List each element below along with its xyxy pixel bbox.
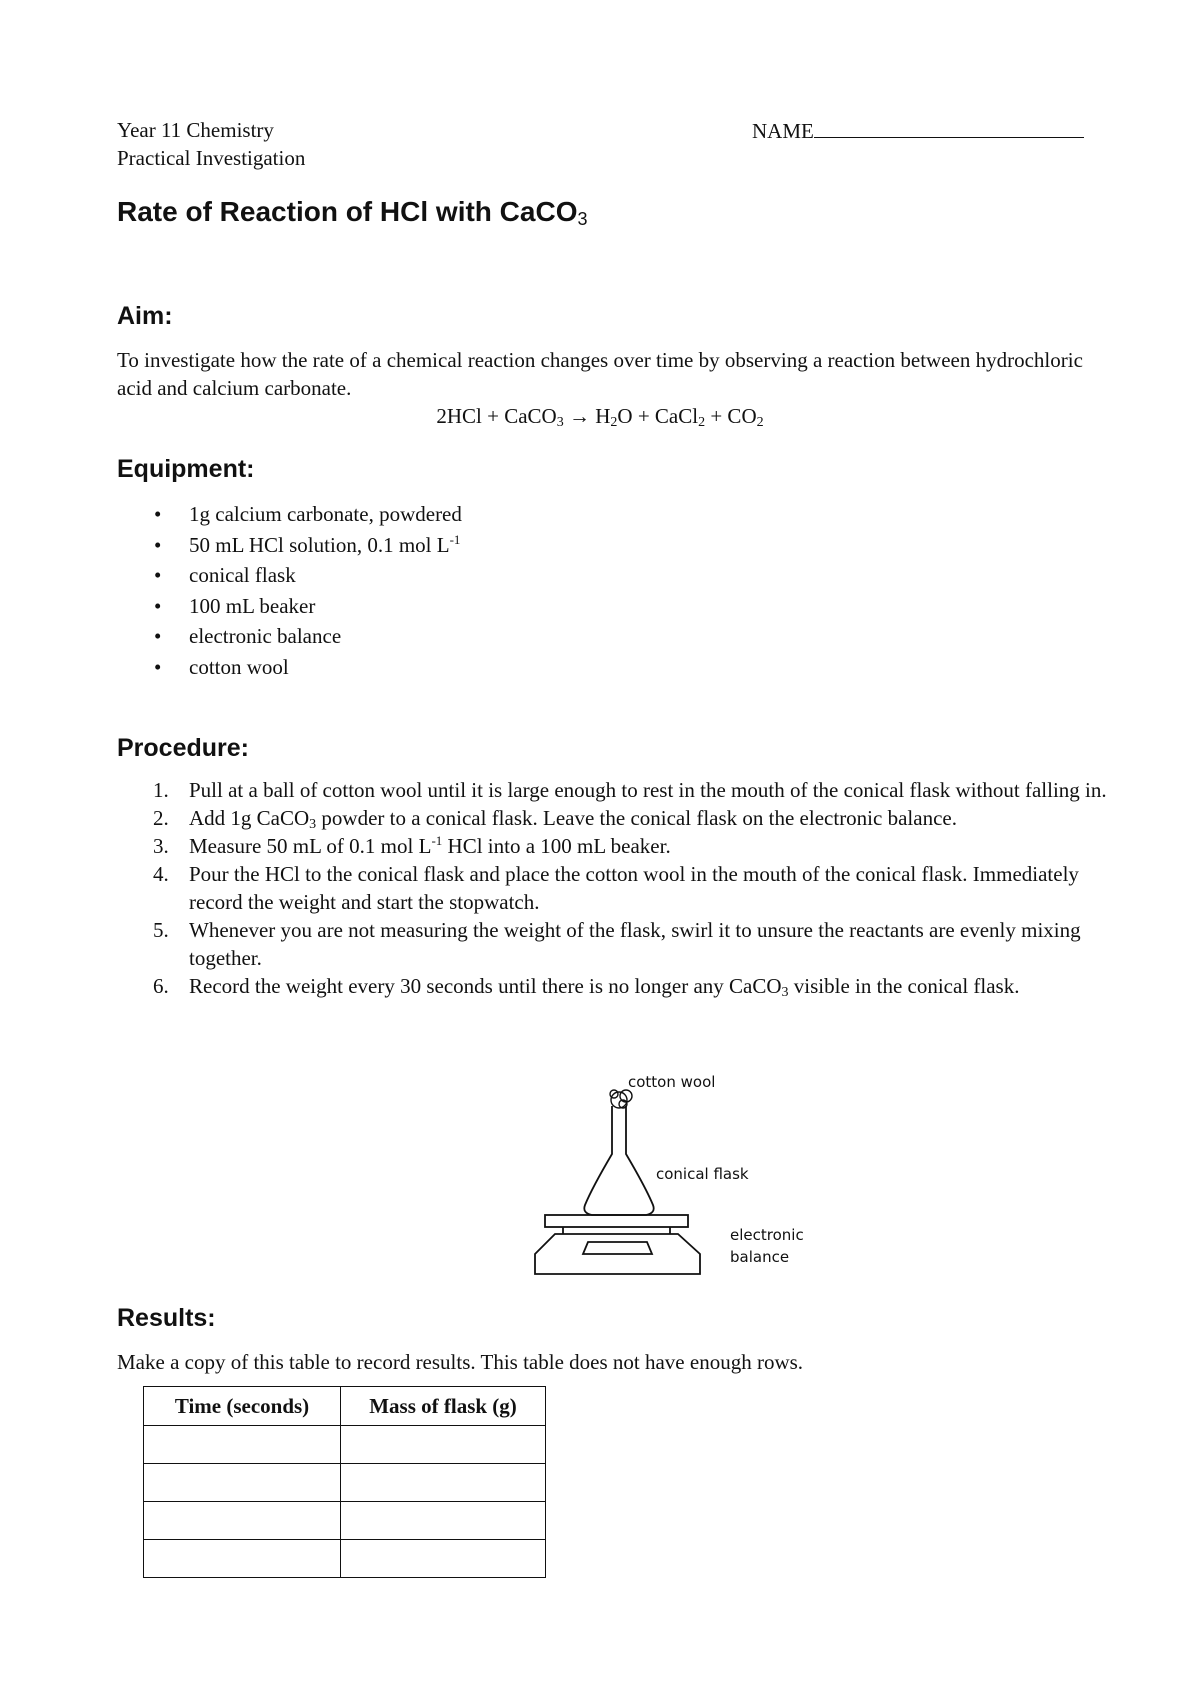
procedure-step: 6. Record the weight every 30 seconds until there is no longer any CaCO$_3$ visible in the conical flask. [153,974,1020,1000]
page-title [117,196,587,228]
conical-flask-label: conical flask [656,1165,749,1183]
course-label: Year 11 Chemistry [117,118,274,142]
column-header-mass: Mass of flask (g) [341,1387,546,1426]
cotton-wool-label: cotton wool [628,1073,716,1091]
reaction-equation: 2HCl + CaCO$_3$ → $H_2O$ + CaCl$_2$ + $CO_2$ [436,404,764,430]
list-item: • cotton wool [117,653,462,684]
table-cell[interactable] [144,1464,341,1502]
aim-heading: Aim: [117,302,173,330]
table-row [144,1540,546,1578]
table-cell[interactable] [144,1502,341,1540]
title-subscript: 3 [577,209,588,229]
table-cell[interactable] [341,1426,546,1464]
table-cell[interactable] [341,1464,546,1502]
procedure-heading: Procedure: [117,734,249,762]
list-item: • conical flask [117,561,462,592]
table-cell[interactable] [144,1426,341,1464]
list-item: • 1g calcium carbonate, powdered [117,500,462,531]
results-text: Make a copy of this table to record results. This table does not have enough rows. [117,1350,804,1374]
equipment-list [117,500,462,683]
list-item: • 100 mL beaker [117,592,462,623]
electronic-balance-icon [535,1215,700,1274]
procedure-step: 1. Pull at a ball of cotton wool until it is large enough to rest in the mouth of the conical flask without falling in. [153,778,1107,802]
procedure-step: 2. Add 1g CaCO$_3$ powder to a conical flask. Leave the conical flask on the electronic balance. [153,806,957,832]
procedure-list [117,776,1117,1000]
balance-label-line2: balance [730,1248,790,1266]
aim-text: To investigate how the rate of a chemical reaction changes over time by observing a reaction between hydrochloric acid and calcium carbonate. [117,348,1083,400]
procedure-step: 4. Pour the HCl to the conical flask and place the cotton wool in the mouth of the conical flask. Immediately record the weight and start the stopwatch. [153,862,1079,914]
column-header-time: Time (seconds) [144,1387,341,1426]
table-row [144,1502,546,1540]
procedure-step: 5. Whenever you are not measuring the weight of the flask, swirl it to unsure the reactants are evenly mixing together. [153,918,1081,970]
title-text: Rate of Reaction of HCl with CaCO [117,196,578,227]
list-item: • 50 mL HCl solution, 0.1 mol $L^{-1}$ [117,531,462,562]
table-row [144,1464,546,1502]
header-left [117,116,305,172]
equipment-heading: Equipment: [117,455,255,483]
list-item: • electronic balance [117,622,462,653]
table-cell[interactable] [341,1502,546,1540]
practical-type-label: Practical Investigation [117,146,306,170]
table-header-row [144,1387,546,1426]
name-label: NAME [752,119,814,143]
table-cell[interactable] [144,1540,341,1578]
results-heading: Results: [117,1304,216,1332]
results-table [143,1386,546,1578]
table-row [144,1426,546,1464]
name-blank-line[interactable] [814,116,1084,138]
apparatus-diagram [520,1070,840,1285]
name-field[interactable] [752,116,1084,145]
conical-flask-icon [584,1106,653,1215]
balance-label-line1: electronic [730,1226,804,1244]
cotton-wool-icon [610,1090,632,1108]
procedure-step: 3. Measure 50 mL of 0.1 mol $L^{-1}$ HCl into a 100 mL beaker. [153,833,671,858]
table-cell[interactable] [341,1540,546,1578]
